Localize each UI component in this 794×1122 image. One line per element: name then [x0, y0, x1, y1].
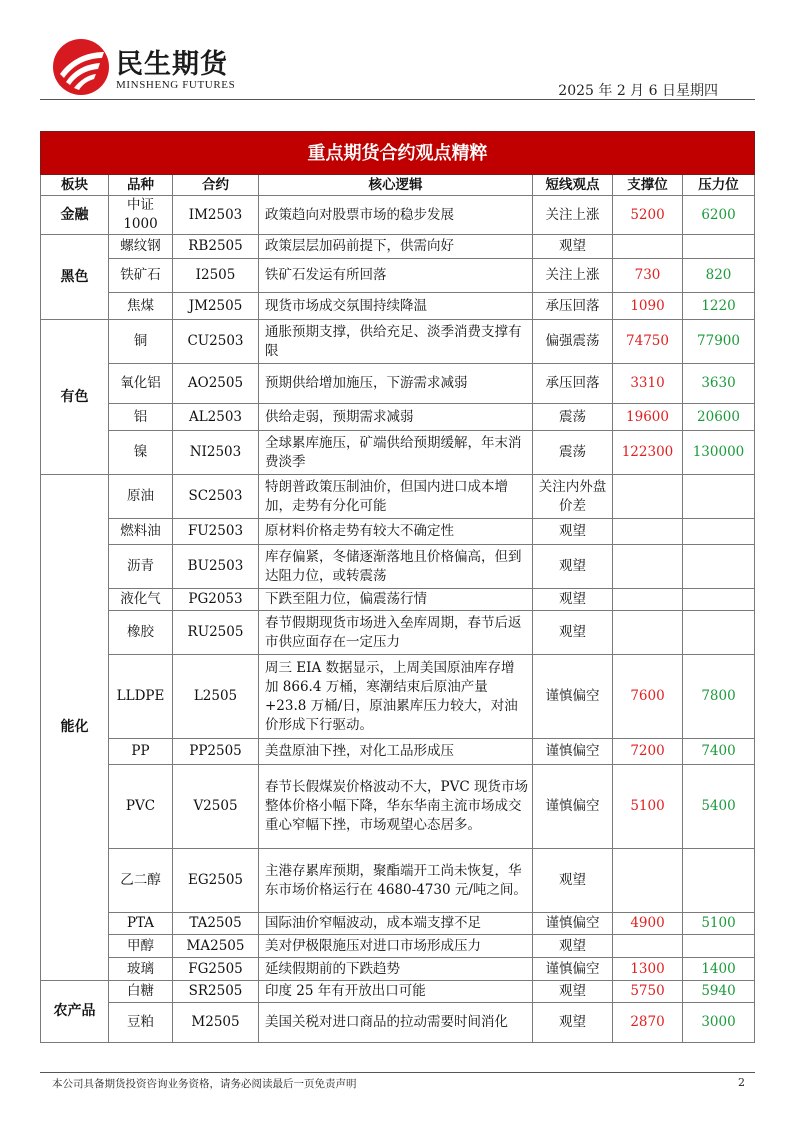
contract-cell: RU2505 [173, 611, 259, 655]
resistance-cell [683, 235, 755, 259]
resistance-cell [683, 849, 755, 913]
logic-cell: 预期供给增加施压，下游需求减弱 [259, 364, 533, 404]
logic-cell: 政策趋向对股票市场的稳步发展 [259, 196, 533, 235]
support-cell: 5750 [613, 981, 683, 1003]
table-header-row [41, 175, 755, 196]
variety-cell: 橡胶 [109, 611, 173, 655]
table-row [41, 765, 755, 849]
support-cell [613, 849, 683, 913]
contract-cell: PG2053 [173, 589, 259, 611]
resistance-cell: 3000 [683, 1003, 755, 1043]
table-row [41, 958, 755, 981]
support-cell [613, 475, 683, 519]
variety-cell: 玻璃 [109, 958, 173, 981]
variety-cell: 铜 [109, 320, 173, 364]
view-cell: 震荡 [533, 404, 613, 431]
page-number: 2 [738, 1076, 745, 1089]
logic-cell: 原材料价格走势有较大不确定性 [259, 519, 533, 545]
view-cell: 观望 [533, 935, 613, 958]
contract-cell: IM2503 [173, 196, 259, 235]
table-row [41, 611, 755, 655]
view-cell: 观望 [533, 849, 613, 913]
header-divider [40, 99, 755, 100]
view-cell: 观望 [533, 589, 613, 611]
support-cell: 730 [613, 259, 683, 293]
support-cell: 7200 [613, 739, 683, 765]
footer-divider [40, 1072, 755, 1073]
contract-cell: JM2505 [173, 293, 259, 320]
contract-cell: BU2503 [173, 545, 259, 589]
table-row [41, 981, 755, 1003]
logic-cell: 特朗普政策压制油价，但国内进口成本增加，走势有分化可能 [259, 475, 533, 519]
resistance-cell: 130000 [683, 431, 755, 475]
contract-cell: PP2505 [173, 739, 259, 765]
view-cell: 谨慎偏空 [533, 913, 613, 935]
variety-cell: 甲醇 [109, 935, 173, 958]
contract-cell: SR2505 [173, 981, 259, 1003]
view-cell: 谨慎偏空 [533, 958, 613, 981]
sector-cell: 能化 [41, 475, 109, 981]
column-header-sector: 板块 [41, 175, 109, 196]
logic-cell: 春节长假煤炭价格波动不大，PVC 现货市场整体价格小幅下降，华东华南主流市场成交重心窄幅下挫，市场观望心态居多。 [259, 765, 533, 849]
support-cell: 2870 [613, 1003, 683, 1043]
variety-cell: 镍 [109, 431, 173, 475]
resistance-cell: 77900 [683, 320, 755, 364]
contract-cell: EG2505 [173, 849, 259, 913]
contract-cell: NI2503 [173, 431, 259, 475]
table-row [41, 913, 755, 935]
variety-cell: PTA [109, 913, 173, 935]
logic-cell: 通胀预期支撑，供给充足、淡季消费支撑有限 [259, 320, 533, 364]
support-cell: 5100 [613, 765, 683, 849]
contract-cell: I2505 [173, 259, 259, 293]
support-cell [613, 545, 683, 589]
logic-cell: 延续假期前的下跌趋势 [259, 958, 533, 981]
sector-cell: 有色 [41, 320, 109, 475]
view-cell: 偏强震荡 [533, 320, 613, 364]
logic-cell: 供给走弱，预期需求减弱 [259, 404, 533, 431]
view-cell: 关注上涨 [533, 259, 613, 293]
variety-cell: 液化气 [109, 589, 173, 611]
report-date: 2025 年 2 月 6 日星期四 [558, 83, 718, 99]
view-cell: 承压回落 [533, 293, 613, 320]
support-cell [613, 235, 683, 259]
variety-cell: 铝 [109, 404, 173, 431]
company-name-cn: 民生期货 [116, 49, 228, 80]
resistance-cell: 7400 [683, 739, 755, 765]
resistance-cell [683, 935, 755, 958]
resistance-cell: 5100 [683, 913, 755, 935]
resistance-cell [683, 519, 755, 545]
table-row [41, 293, 755, 320]
view-cell: 观望 [533, 1003, 613, 1043]
table-row [41, 739, 755, 765]
logic-cell: 下跌至阻力位，偏震荡行情 [259, 589, 533, 611]
variety-cell: PP [109, 739, 173, 765]
logic-cell: 主港存累库预期，聚酯端开工尚未恢复，华东市场价格运行在 4680-4730 元/吨之间。 [259, 849, 533, 913]
table-row [41, 320, 755, 364]
support-cell: 5200 [613, 196, 683, 235]
view-cell: 谨慎偏空 [533, 655, 613, 739]
resistance-cell: 7800 [683, 655, 755, 739]
view-cell: 谨慎偏空 [533, 739, 613, 765]
column-header-support: 支撑位 [613, 175, 683, 196]
table-row [41, 475, 755, 519]
resistance-cell: 1400 [683, 958, 755, 981]
logic-cell: 库存偏紧，冬储逐渐落地且价格偏高，但到达阻力位，或转震荡 [259, 545, 533, 589]
contract-cell: TA2505 [173, 913, 259, 935]
view-cell: 观望 [533, 235, 613, 259]
variety-cell: 焦煤 [109, 293, 173, 320]
variety-cell: 豆粕 [109, 1003, 173, 1043]
footer-disclaimer: 本公司具备期货投资咨询业务资格，请务必阅读最后一页免责声明 [52, 1078, 357, 1090]
logic-cell: 美对伊极限施压对进口市场形成压力 [259, 935, 533, 958]
table-row [41, 935, 755, 958]
variety-cell: 白糖 [109, 981, 173, 1003]
view-cell: 承压回落 [533, 364, 613, 404]
support-cell [613, 935, 683, 958]
variety-cell: 中证 1000 [109, 196, 173, 235]
support-cell [613, 519, 683, 545]
contract-cell: M2505 [173, 1003, 259, 1043]
sector-cell: 金融 [41, 196, 109, 235]
table-row [41, 655, 755, 739]
contract-cell: AL2503 [173, 404, 259, 431]
variety-cell: 螺纹钢 [109, 235, 173, 259]
resistance-cell [683, 475, 755, 519]
support-cell: 122300 [613, 431, 683, 475]
contract-cell: CU2503 [173, 320, 259, 364]
logic-cell: 现货市场成交氛围持续降温 [259, 293, 533, 320]
contract-cell: FU2503 [173, 519, 259, 545]
variety-cell: 燃料油 [109, 519, 173, 545]
contract-view-table [40, 131, 755, 1043]
column-header-logic: 核心逻辑 [259, 175, 533, 196]
view-cell: 关注上涨 [533, 196, 613, 235]
resistance-cell [683, 611, 755, 655]
column-header-view: 短线观点 [533, 175, 613, 196]
table-row [41, 519, 755, 545]
logic-cell: 美盘原油下挫，对化工品形成压 [259, 739, 533, 765]
logic-cell: 周三 EIA 数据显示，上周美国原油库存增加 866.4 万桶，寒潮结束后原油产量+23.8 万桶/日，原油累库压力较大，对油价形成下行驱动。 [259, 655, 533, 739]
logic-cell: 春节假期现货市场进入垒库周期，春节后返市供应面存在一定压力 [259, 611, 533, 655]
contract-cell: FG2505 [173, 958, 259, 981]
support-cell: 1300 [613, 958, 683, 981]
table-row [41, 545, 755, 589]
minsheng-logo-icon [52, 38, 110, 96]
resistance-cell [683, 589, 755, 611]
contract-cell: AO2505 [173, 364, 259, 404]
contract-cell: RB2505 [173, 235, 259, 259]
company-name-en: MINSHENG FUTURES [116, 79, 236, 91]
variety-cell: 乙二醇 [109, 849, 173, 913]
variety-cell: 沥青 [109, 545, 173, 589]
logic-cell: 印度 25 年有开放出口可能 [259, 981, 533, 1003]
table-row [41, 196, 755, 235]
table-row [41, 364, 755, 404]
resistance-cell: 6200 [683, 196, 755, 235]
contract-cell: SC2503 [173, 475, 259, 519]
logic-cell: 国际油价窄幅波动，成本端支撑不足 [259, 913, 533, 935]
logic-cell: 铁矿石发运有所回落 [259, 259, 533, 293]
resistance-cell: 5940 [683, 981, 755, 1003]
support-cell [613, 611, 683, 655]
table-row [41, 235, 755, 259]
column-header-resistance: 压力位 [683, 175, 755, 196]
contract-cell: V2505 [173, 765, 259, 849]
support-cell: 7600 [613, 655, 683, 739]
support-cell: 4900 [613, 913, 683, 935]
support-cell: 19600 [613, 404, 683, 431]
view-cell: 关注内外盘价差 [533, 475, 613, 519]
variety-cell: 氧化铝 [109, 364, 173, 404]
table-row [41, 404, 755, 431]
column-header-contract: 合约 [173, 175, 259, 196]
table-title-row [41, 132, 755, 175]
page-header [0, 0, 794, 105]
variety-cell: PVC [109, 765, 173, 849]
table-title: 重点期货合约观点精粹 [41, 132, 755, 175]
view-cell: 观望 [533, 611, 613, 655]
view-cell: 观望 [533, 519, 613, 545]
table-row [41, 259, 755, 293]
logic-cell: 全球累库施压，矿端供给预期缓解，年末消费淡季 [259, 431, 533, 475]
view-cell: 震荡 [533, 431, 613, 475]
table-row [41, 849, 755, 913]
resistance-cell [683, 545, 755, 589]
support-cell: 74750 [613, 320, 683, 364]
view-cell: 观望 [533, 981, 613, 1003]
column-header-variety: 品种 [109, 175, 173, 196]
support-cell [613, 589, 683, 611]
contract-cell: MA2505 [173, 935, 259, 958]
support-cell: 1090 [613, 293, 683, 320]
resistance-cell: 5400 [683, 765, 755, 849]
logic-cell: 美国关税对进口商品的拉动需要时间消化 [259, 1003, 533, 1043]
logic-cell: 政策层层加码前提下，供需向好 [259, 235, 533, 259]
table-row [41, 431, 755, 475]
variety-cell: 铁矿石 [109, 259, 173, 293]
contract-cell: L2505 [173, 655, 259, 739]
support-cell: 3310 [613, 364, 683, 404]
resistance-cell: 820 [683, 259, 755, 293]
variety-cell: 原油 [109, 475, 173, 519]
view-cell: 观望 [533, 545, 613, 589]
table-row [41, 589, 755, 611]
resistance-cell: 20600 [683, 404, 755, 431]
table-row [41, 1003, 755, 1043]
contract-view-table-container [40, 131, 754, 1043]
sector-cell: 农产品 [41, 981, 109, 1043]
view-cell: 谨慎偏空 [533, 765, 613, 849]
variety-cell: LLDPE [109, 655, 173, 739]
resistance-cell: 1220 [683, 293, 755, 320]
resistance-cell: 3630 [683, 364, 755, 404]
sector-cell: 黑色 [41, 235, 109, 320]
